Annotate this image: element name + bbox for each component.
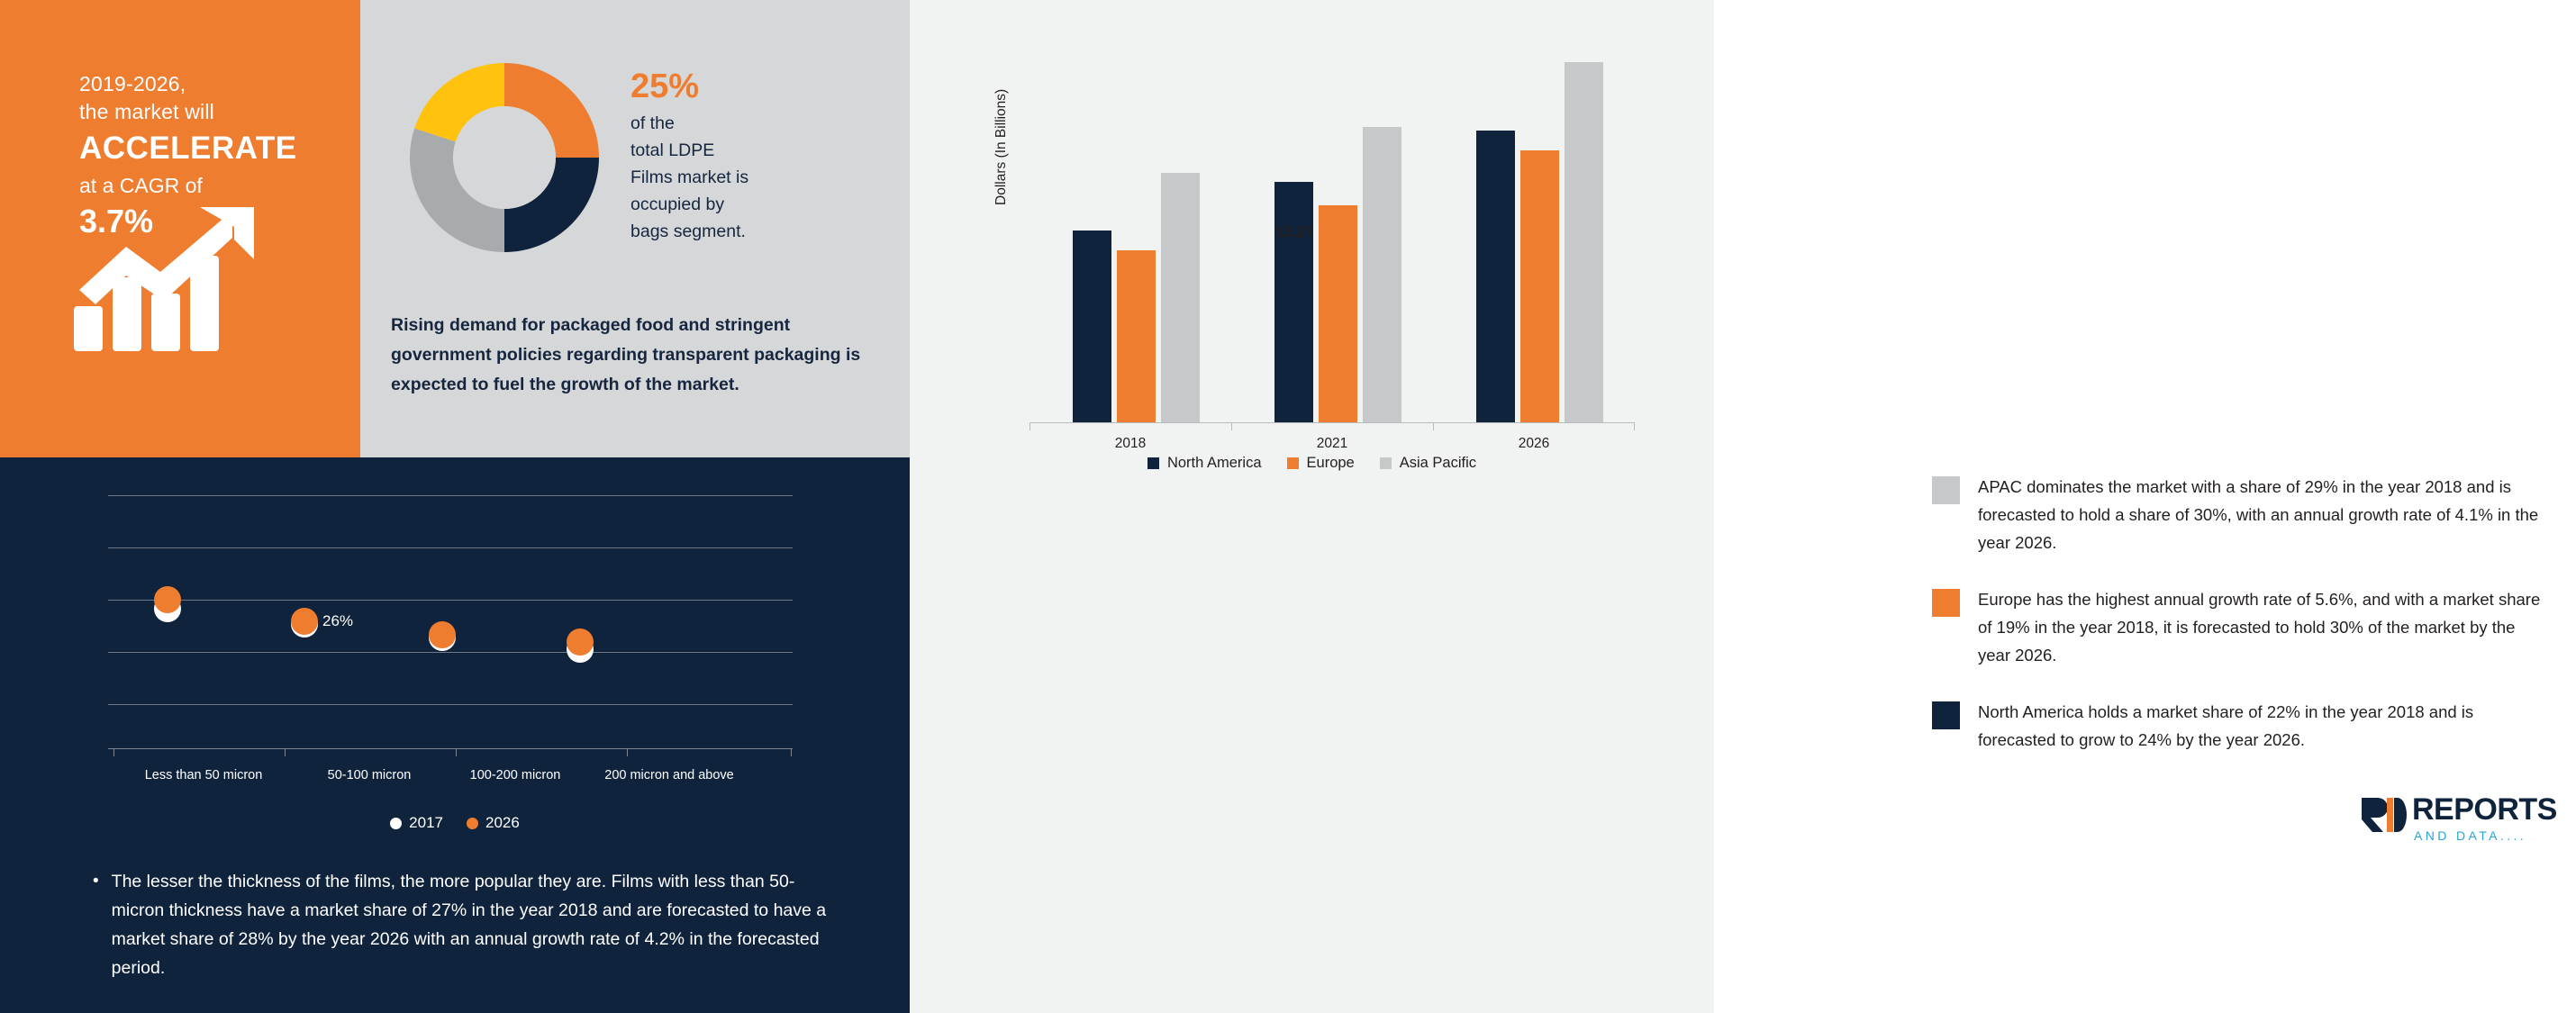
regional-insight-notes — [1932, 473, 2544, 782]
gridline — [108, 600, 793, 601]
bar-north-america-2018 — [1073, 231, 1111, 422]
bar-asia-pacific-2018 — [1161, 173, 1200, 422]
donut-panel-note: Rising demand for packaged food and stringent government policies regarding transparent packaging is expected to fuel the growth of the market. — [391, 315, 861, 394]
axis-tick — [1231, 423, 1232, 430]
bar-chart-y-axis-label: Dollars (In Billions) — [993, 88, 1009, 205]
dot-2026-marker — [567, 629, 594, 656]
legend-item-north-america — [1147, 455, 1262, 472]
dot-2026-marker — [429, 621, 456, 648]
donut-desc-line-2: Films market is — [630, 167, 749, 187]
note-row-europe — [1932, 585, 2544, 669]
legend-item-asia-pacific — [1380, 455, 1476, 472]
bar-category-label-2026: 2026 — [1518, 436, 1550, 451]
logo-title: REPORTS — [2412, 792, 2557, 827]
donut-desc-line-1: total LDPE — [630, 140, 715, 160]
legend-swatch-north-america-icon — [1147, 457, 1159, 469]
reports-and-data-logo-icon — [2360, 794, 2405, 836]
legend-item-europe — [1287, 455, 1355, 472]
bar-north-america-2026 — [1476, 131, 1515, 422]
bar-chart-legend — [910, 455, 1714, 472]
bar-category-label-2021: 2021 — [1316, 436, 1348, 451]
gridline — [108, 652, 793, 653]
legend-item-2026 — [467, 814, 520, 832]
growth-arrow-bars-icon — [74, 207, 317, 351]
legend-circle-2026-icon — [467, 818, 478, 829]
regional-market-size-bar-chart — [993, 43, 1635, 457]
bar-value-label-north-america-2021: 13.27 — [1274, 223, 1314, 240]
dot-value-label: 26% — [322, 612, 354, 629]
axis-tick — [285, 748, 286, 756]
left-column — [0, 0, 910, 1013]
axis-tick — [791, 748, 792, 756]
bar-chart-x-axis — [1029, 422, 1635, 423]
donut-desc-line-3: occupied by — [630, 194, 725, 214]
thickness-market-share-dot-plot — [108, 484, 793, 746]
bar-europe-2018 — [1117, 250, 1156, 422]
bullet-icon: • — [93, 872, 99, 891]
dot-category-label-3: 200 micron and above — [604, 768, 734, 782]
cagr-panel — [0, 0, 360, 457]
legend-label-2017: 2017 — [409, 814, 443, 831]
bar-asia-pacific-2021 — [1363, 127, 1401, 422]
axis-tick — [1433, 423, 1434, 430]
cagr-at-label: at a CAGR of — [79, 174, 203, 197]
note-text-europe: Europe has the highest annual growth rate of 5.6%, and with a market share of 19% in the year 2018, it is forecasted to hold 30% of the market by the year 2026. — [1978, 590, 2541, 665]
note-text-north-america: North America holds a market share of 22% in the year 2018 and is forecasted to grow to 24% by the year 2026. — [1978, 702, 2474, 749]
donut-desc-line-4: bags segment. — [630, 222, 746, 241]
gridline — [108, 495, 793, 496]
axis-tick — [627, 748, 628, 756]
reports-and-data-logo[interactable] — [2360, 792, 2576, 852]
note-swatch-asia-pacific-icon — [1932, 476, 1960, 504]
note-swatch-europe-icon — [1932, 589, 1960, 617]
bar-europe-2021 — [1319, 205, 1357, 422]
bar-asia-pacific-2026 — [1565, 62, 1603, 422]
note-swatch-north-america-icon — [1932, 701, 1960, 729]
legend-swatch-asia-pacific-icon — [1380, 457, 1392, 469]
dot-plot-x-axis — [108, 748, 793, 749]
dot-2026-marker — [291, 608, 318, 635]
axis-tick — [1634, 423, 1635, 430]
dot-category-label-1: 50-100 micron — [327, 768, 412, 782]
dot-plot-legend — [0, 814, 910, 832]
gridline — [108, 547, 793, 548]
dot-category-label-2: 100-200 micron — [469, 768, 561, 782]
axis-tick — [456, 748, 457, 756]
logo-subtitle: AND DATA.... — [2414, 828, 2527, 843]
bar-north-america-2021 — [1274, 182, 1313, 422]
legend-circle-2017-icon — [390, 818, 402, 829]
axis-tick — [113, 748, 114, 756]
dot-2026-marker — [154, 586, 181, 613]
cagr-period: 2019-2026, — [79, 72, 186, 95]
bar-category-label-2018: 2018 — [1114, 436, 1147, 451]
donut-callout — [630, 63, 892, 245]
axis-tick — [1029, 423, 1030, 430]
right-column — [910, 0, 2557, 1013]
bar-chart-plot-area — [1029, 43, 1635, 451]
donut-percent: 25% — [630, 68, 700, 105]
cagr-value: 3.7% — [79, 203, 154, 240]
bar-europe-2026 — [1520, 150, 1559, 422]
legend-swatch-europe-icon — [1287, 457, 1299, 469]
ldpe-films-segment-share-donut — [383, 36, 626, 279]
legend-label-2026: 2026 — [485, 814, 520, 831]
thickness-insight-bullet — [93, 867, 831, 982]
note-row-north-america — [1932, 698, 2544, 754]
donut-panel — [360, 0, 910, 457]
note-row-asia-pacific — [1932, 473, 2544, 556]
thickness-panel — [0, 457, 910, 1013]
thickness-insight-text: The lesser the thickness of the films, the more popular they are. Films with less than 50-micron thickness have a market share of 27% in the year 2018 and are forecasted to have a market share of 28% by the year 2026 with an annual growth rate of 4.2% in the forecasted period. — [111, 872, 827, 978]
legend-label-north-america: North America — [1166, 455, 1262, 471]
legend-label-europe: Europe — [1306, 455, 1355, 471]
dot-category-label-0: Less than 50 micron — [144, 768, 263, 782]
note-text-asia-pacific: APAC dominates the market with a share of 29% in the year 2018 and is forecasted to hold a share of 30%, with an annual growth rate of 4.1% in the year 2026. — [1978, 477, 2539, 552]
cagr-subtitle: the market will — [79, 100, 214, 123]
cagr-accelerate-word: ACCELERATE — [79, 131, 297, 166]
gridline — [108, 704, 793, 705]
legend-item-2017 — [390, 814, 443, 832]
legend-label-asia-pacific: Asia Pacific — [1399, 455, 1477, 471]
donut-desc-line-0: of the — [630, 113, 675, 133]
